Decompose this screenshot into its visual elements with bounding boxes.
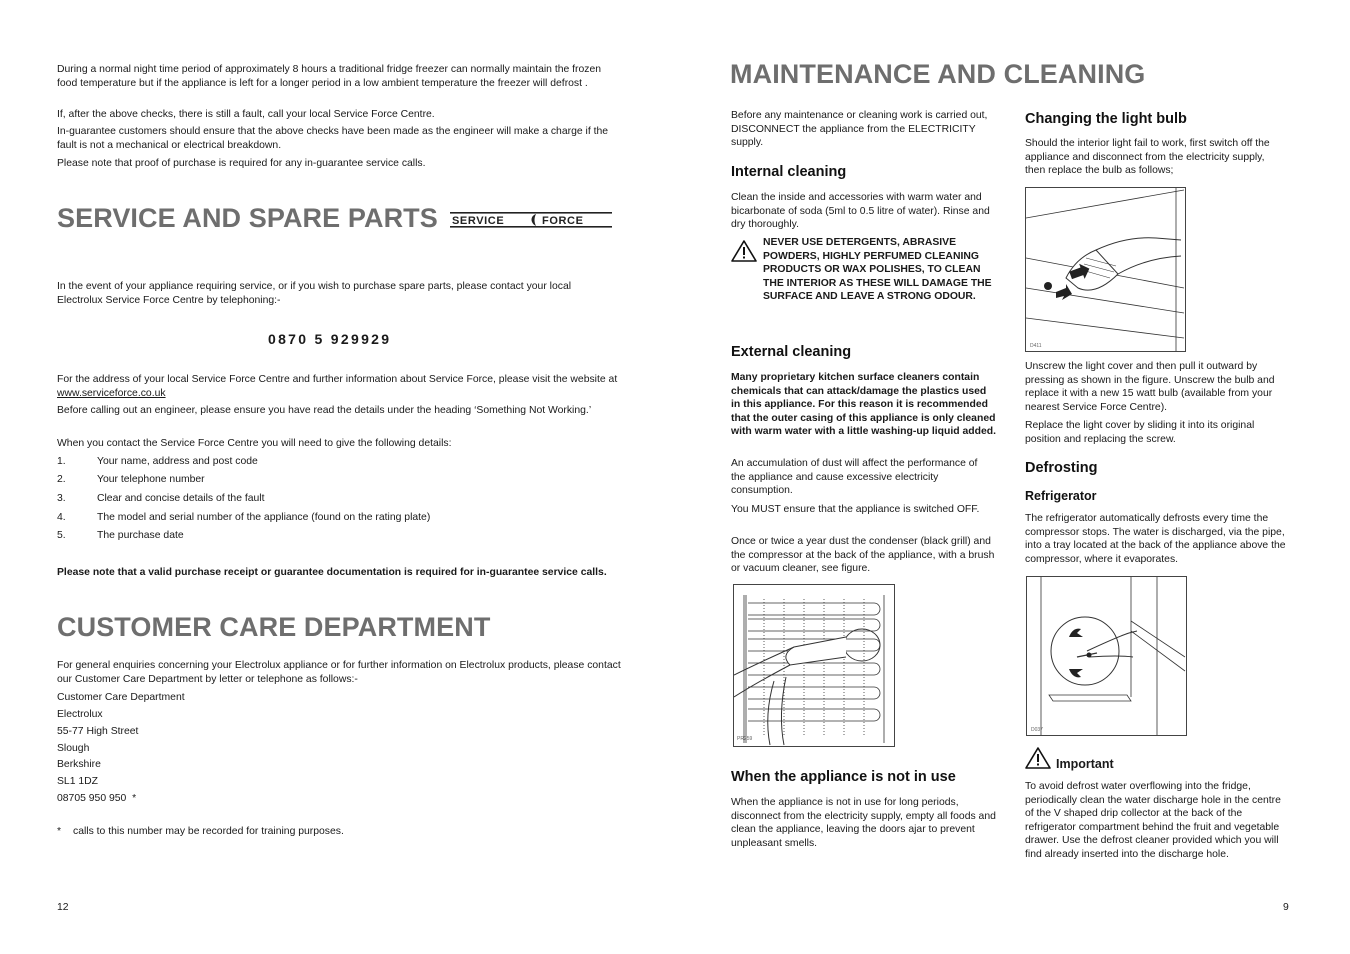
important-warning-icon (1025, 747, 1051, 769)
customer-care-intro: For general enquiries concerning your Electrolux appliance or for further information on Electrolux products, please contact our Customer Care Department by letter or telephone as follows:- (57, 660, 621, 685)
external-cleaning-paragraph-2: You MUST ensure that the appliance is switched OFF. (731, 504, 980, 515)
svg-text:SERVICE: SERVICE (452, 215, 505, 227)
intro-paragraph-4: Please note that proof of purchase is required for any in-guarantee service calls. (57, 158, 426, 169)
details-list (57, 455, 622, 545)
intro-paragraph-2: If, after the above checks, there is still a fault, call your local Service Force Centre. (57, 109, 435, 120)
service-address-text: For the address of your local Service Force Centre and further information about Service Force, please visit the website at (57, 374, 618, 385)
list-item-number: 3. (57, 493, 66, 504)
changing-light-bulb-text: Should the interior light fail to work, first switch off the appliance and disconnect from the electricity supply, then replace the bulb as follows; (1025, 138, 1270, 177)
external-cleaning-warning: Many proprietary kitchen surface cleaners contain chemicals that can attack/damage the plastics used in this appliance. For this reason it is recommended that the outer casing of this appliance is only cleaned with warm water with a little washing-up liquid added. (731, 372, 996, 438)
contact-details-intro: When you contact the Service Force Centre you will need to give the following details: (57, 438, 452, 449)
list-item-text: Your name, address and post code (97, 456, 258, 467)
internal-cleaning-heading: Internal cleaning (731, 164, 847, 180)
before-calling-paragraph: Before calling out an engineer, please ensure you have read the details under the heading ‘Something Not Working.’ (57, 405, 592, 416)
address-line: 55-77 High Street (57, 726, 139, 737)
intro-paragraph-3: In-guarantee customers should ensure that the above checks have been made as the engineer will make a charge if the fault is not a mechanical or electrical breakdown. (57, 126, 609, 151)
customer-care-phone: 08705 950 950 * (57, 793, 137, 804)
external-cleaning-paragraph-1: An accumulation of dust will affect the performance of the appliance and cause excessive electricity consumption. (731, 458, 978, 497)
warning-text: NEVER USE DETERGENTS, ABRASIVE POWDERS, HIGHLY PERFUMED CLEANING PRODUCTS OR WAX POLISHES, TO CLEAN THE INTERIOR AS THESE WILL DAMAGE THE SURFACE AND LEAVE A STRONG ODOUR. (763, 237, 992, 303)
service-title: SERVICE AND SPARE PARTS (57, 203, 438, 233)
internal-cleaning-text: Clean the inside and accessories with warm water and bicarbonate of soda (5ml to 0.5 litre of water). Rinse and dry thoroughly. (731, 192, 990, 231)
light-bulb-figure (1025, 187, 1186, 352)
address-line: Customer Care Department (57, 692, 185, 703)
address-line: Electrolux (57, 709, 103, 720)
condenser-figure-label: PR259 (737, 736, 753, 742)
condenser-figure (733, 584, 895, 747)
refrigerator-text: The refrigerator automatically defrosts every time the compressor stops. The water is discharged, via the pipe, into a tray located at the back of the appliance above the compressor, where it evaporates. (1025, 513, 1286, 565)
light-bulb-illustration (1026, 188, 1185, 351)
address-line: Slough (57, 743, 90, 754)
service-intro: In the event of your appliance requiring service, or if you wish to purchase spare parts, please contact your local Electrolux Service Force Centre by telephoning:- (57, 281, 572, 306)
light-bulb-paragraph-2: Replace the light cover by sliding it into its original position and replacing the screw. (1025, 420, 1255, 445)
address-line: SL1 1DZ (57, 776, 99, 787)
light-bulb-paragraph-1: Unscrew the light cover and then pull it outward by pressing as shown in the figure. Unscrew the bulb and replace it with a new 15 watt bulb (available from your nearest Service Force Centre). (1025, 361, 1275, 413)
disconnect-note: Before any maintenance or cleaning work is carried out, DISCONNECT the appliance from the ELECTRICITY supply. (731, 110, 988, 149)
maintenance-title: MAINTENANCE AND CLEANING (730, 59, 1146, 89)
important-heading: Important (1056, 757, 1114, 771)
condenser-illustration (734, 585, 894, 746)
page-number-right: 9 (1283, 902, 1289, 913)
footnote-mark: * (57, 826, 62, 837)
serviceforce-website-link[interactable]: www.serviceforce.co.uk (57, 387, 166, 399)
defrost-figure (1026, 576, 1187, 736)
defrosting-heading: Defrosting (1025, 460, 1098, 476)
customer-care-title: CUSTOMER CARE DEPARTMENT (57, 612, 491, 642)
not-in-use-heading: When the appliance is not in use (731, 769, 956, 785)
external-cleaning-heading: External cleaning (731, 344, 852, 360)
svg-text:FORCE: FORCE (542, 215, 584, 227)
list-item-number: 1. (57, 456, 66, 467)
external-cleaning-paragraph-3: Once or twice a year dust the condenser (black grill) and the compressor at the back of the appliance, with a brush or vacuum cleaner, see figure. (731, 536, 995, 575)
not-in-use-text: When the appliance is not in use for long periods, disconnect from the electricity supply, empty all foods and clean the appliance, leaving the doors ajar to prevent unpleasant smells. (731, 797, 996, 849)
refrigerator-heading: Refrigerator (1025, 489, 1097, 503)
service-phone-number: 0870 5 929929 (268, 331, 392, 347)
important-text: To avoid defrost water overflowing into the fridge, periodically clean the water discharge hole in the centre of the V shaped drip collector at the back of the refrigerator compartment behind the fruit and vegetable drawer. Use the defrost cleaner provided which you will find already inserted into the discharge hole. (1025, 781, 1281, 860)
defrost-figure-label: D037 (1031, 727, 1043, 733)
list-item-text: Clear and concise details of the fault (97, 493, 265, 504)
warning-icon (731, 240, 757, 262)
page-number-left: 12 (57, 902, 69, 913)
intro-paragraph-1: During a normal night time period of approximately 8 hours a traditional fridge freezer can normally maintain the frozen food temperature but if the appliance is left for a longer period in a low ambient temperature the freezer will defrost . (57, 64, 602, 89)
light-bulb-figure-label: D411 (1030, 343, 1042, 349)
list-item-text: The model and serial number of the appliance (found on the rating plate) (97, 512, 431, 523)
changing-light-bulb-heading: Changing the light bulb (1025, 111, 1187, 127)
address-line: Berkshire (57, 759, 101, 770)
list-item-number: 4. (57, 512, 66, 523)
list-item-number: 5. (57, 530, 66, 541)
list-item-text: Your telephone number (97, 474, 205, 485)
service-force-logo (450, 211, 612, 229)
footnote-text: calls to this number may be recorded for training purposes. (73, 826, 344, 837)
list-item-number: 2. (57, 474, 66, 485)
receipt-note: Please note that a valid purchase receipt or guarantee documentation is required for in-guarantee service calls. (57, 567, 607, 578)
defrost-illustration (1027, 577, 1186, 735)
list-item-text: The purchase date (97, 530, 184, 541)
service-address-paragraph (57, 373, 622, 400)
